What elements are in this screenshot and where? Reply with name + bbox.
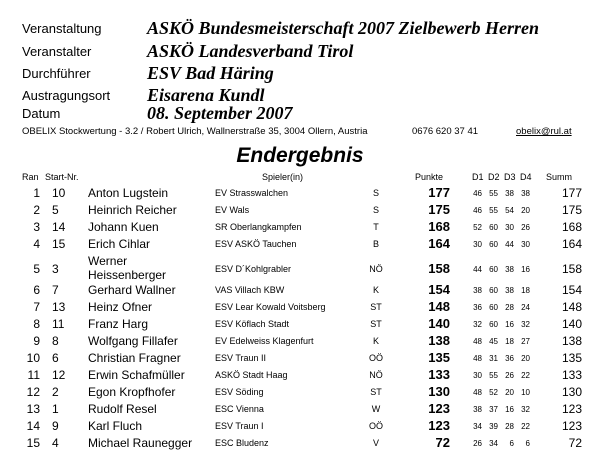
points-cell: 135 (428, 350, 450, 365)
header-row-organizer (0, 41, 600, 64)
d2-cell: 55 (489, 206, 498, 215)
points-cell: 140 (428, 316, 450, 331)
points-cell: 168 (428, 219, 450, 234)
start-number-cell: 10 (52, 186, 66, 200)
start-number-cell: 9 (52, 419, 59, 433)
rank-cell: 15 (26, 436, 40, 450)
d2-cell: 34 (489, 439, 498, 448)
player-name-cell: Erich Cihlar (88, 237, 151, 251)
club-cell: ESV Lear Kowald Voitsberg (215, 302, 326, 312)
d1-cell: 26 (473, 439, 482, 448)
d2-cell: 60 (489, 303, 498, 312)
d3-cell: 18 (505, 337, 514, 346)
d2-cell: 45 (489, 337, 498, 346)
col-d4: D4 (520, 172, 532, 182)
sum-cell: 140 (561, 317, 582, 331)
player-name-cell: Werner Heissenberger (88, 254, 167, 282)
state-cell: B (372, 239, 379, 249)
sum-cell: 148 (561, 300, 582, 314)
club-cell: ESC Vienna (215, 404, 264, 414)
points-cell: 154 (428, 282, 450, 297)
d1-cell: 34 (473, 422, 482, 431)
start-number-cell: 15 (52, 237, 66, 251)
d3-cell: 28 (505, 303, 514, 312)
player-name-cell: Johann Kuen (88, 220, 159, 234)
sum-cell: 123 (561, 419, 582, 433)
start-number-cell: 12 (52, 368, 66, 382)
rank-cell: 12 (26, 385, 40, 399)
d4-cell: 20 (521, 354, 530, 363)
state-cell: NÖ (369, 264, 383, 274)
d1-cell: 36 (473, 303, 482, 312)
rank-cell: 1 (33, 186, 40, 200)
credit-phone: 0676 620 37 41 (412, 126, 479, 137)
start-number-cell: 11 (52, 317, 65, 331)
header-row-venue (0, 85, 600, 108)
state-cell: T (373, 222, 379, 232)
rank-cell: 7 (33, 300, 40, 314)
header-value: ASKÖ Landesverband Tirol (147, 41, 354, 61)
table-header (0, 172, 600, 184)
d4-cell: 16 (521, 265, 530, 274)
state-cell: NÖ (369, 370, 383, 380)
d2-cell: 60 (489, 265, 498, 274)
rank-cell: 2 (33, 203, 40, 217)
col-d3: D3 (504, 172, 516, 182)
d3-cell: 30 (505, 223, 514, 232)
d4-cell: 26 (521, 223, 530, 232)
state-cell: OÖ (368, 353, 383, 363)
club-cell: ESV D´Kohlgrabler (215, 264, 292, 274)
d3-cell: 38 (505, 189, 514, 198)
club-cell: SR Oberlangkampfen (215, 222, 302, 232)
d4-cell: 10 (521, 388, 530, 397)
d2-cell: 60 (489, 320, 498, 329)
d2-cell: 31 (489, 354, 498, 363)
sum-cell: 138 (561, 334, 582, 348)
d3-cell: 38 (505, 265, 514, 274)
player-name-cell: Christian Fragner (88, 351, 181, 365)
d1-cell: 48 (473, 337, 482, 346)
state-cell: S (372, 188, 379, 198)
header-label: Datum (22, 106, 61, 121)
d2-cell: 39 (489, 422, 498, 431)
d3-cell: 16 (505, 320, 514, 329)
page-title: Endergebnis (236, 144, 364, 167)
club-cell: ESV ASKÖ Tauchen (215, 239, 297, 249)
d4-cell: 18 (521, 286, 530, 295)
sum-cell: 158 (561, 262, 582, 276)
start-number-cell: 8 (52, 334, 59, 348)
d1-cell: 46 (473, 189, 482, 198)
points-cell: 138 (428, 333, 450, 348)
d1-cell: 38 (473, 286, 482, 295)
player-name-cell: Franz Harg (88, 317, 149, 331)
d4-cell: 24 (521, 303, 530, 312)
d1-cell: 38 (473, 405, 482, 414)
club-cell: ESV Traun II (215, 353, 267, 363)
d3-cell: 28 (505, 422, 514, 431)
start-number-cell: 13 (52, 300, 66, 314)
club-cell: EV Wals (215, 205, 250, 215)
club-cell: EV Strasswalchen (215, 188, 289, 198)
state-cell: ST (370, 319, 382, 329)
d1-cell: 48 (473, 388, 482, 397)
d2-cell: 60 (489, 286, 498, 295)
d2-cell: 60 (489, 240, 498, 249)
sum-cell: 168 (561, 220, 582, 234)
points-cell: 123 (428, 401, 450, 416)
sum-cell: 72 (568, 436, 582, 450)
player-name-cell: Anton Lugstein (88, 186, 169, 200)
d3-cell: 36 (505, 354, 514, 363)
state-cell: OÖ (368, 421, 383, 431)
player-name-cell: Heinz Ofner (88, 300, 153, 314)
header-label: Veranstalter (22, 44, 92, 59)
header-row-date (0, 103, 600, 126)
start-number-cell: 3 (52, 262, 59, 276)
sum-cell: 154 (561, 283, 582, 297)
header-label: Veranstaltung (22, 21, 102, 36)
d2-cell: 55 (489, 371, 498, 380)
credit-address: OBELIX Stockwertung - 3.2 / Robert Ulrich, Wallnerstraße 35, 3004 Ollern, Austria (22, 126, 368, 137)
d3-cell: 6 (509, 439, 514, 448)
club-cell: ASKÖ Stadt Haag (215, 370, 288, 380)
points-cell: 177 (428, 185, 450, 200)
rank-cell: 11 (27, 368, 40, 382)
state-cell: ST (370, 387, 382, 397)
rank-cell: 8 (33, 317, 40, 331)
state-cell: W (371, 404, 381, 414)
d4-cell: 27 (521, 337, 530, 346)
header-value: ESV Bad Häring (147, 63, 274, 83)
state-cell: V (372, 438, 379, 448)
start-number-cell: 4 (52, 436, 59, 450)
d3-cell: 38 (505, 286, 514, 295)
d4-cell: 22 (521, 422, 530, 431)
player-name-cell: Wolfgang Fillafer (88, 334, 178, 348)
start-number-cell: 5 (52, 203, 59, 217)
rank-cell: 13 (26, 402, 40, 416)
sum-cell: 123 (561, 402, 582, 416)
player-name-cell: Michael Raunegger (88, 436, 193, 450)
header-row-event (0, 18, 600, 41)
d1-cell: 32 (473, 320, 482, 329)
rank-cell: 14 (26, 419, 40, 433)
col-start: Start-Nr. (45, 172, 79, 182)
col-d1: D1 (472, 172, 484, 182)
d1-cell: 30 (473, 371, 482, 380)
d1-cell: 44 (473, 265, 482, 274)
col-points: Punkte (415, 172, 444, 182)
rank-cell: 10 (26, 351, 40, 365)
header-label: Durchführer (22, 66, 91, 81)
header-value: ASKÖ Bundesmeisterschaft 2007 Zielbewerb Herren (147, 18, 540, 38)
d4-cell: 6 (525, 439, 530, 448)
sum-cell: 135 (561, 351, 582, 365)
d4-cell: 20 (521, 206, 530, 215)
player-name-cell: Heinrich Reicher (88, 203, 177, 217)
points-cell: 175 (428, 202, 450, 217)
club-cell: ESV Köflach Stadt (215, 319, 290, 329)
points-cell: 130 (428, 384, 450, 399)
d4-cell: 32 (521, 320, 530, 329)
d3-cell: 16 (505, 405, 514, 414)
player-name-cell: Gerhard Wallner (88, 283, 176, 297)
state-cell: S (372, 205, 379, 215)
header-label: Austragungsort (22, 88, 111, 103)
club-cell: ESV Traun I (215, 421, 264, 431)
d4-cell: 22 (521, 371, 530, 380)
d2-cell: 60 (489, 223, 498, 232)
player-name-cell: Rudolf Resel (88, 402, 157, 416)
d3-cell: 44 (505, 240, 514, 249)
start-number-cell: 6 (52, 351, 59, 365)
start-number-cell: 14 (52, 220, 66, 234)
d1-cell: 48 (473, 354, 482, 363)
club-cell: EV Edelweiss Klagenfurt (215, 336, 314, 346)
d3-cell: 20 (505, 388, 514, 397)
sum-cell: 164 (561, 237, 582, 251)
club-cell: VAS Villach KBW (215, 285, 285, 295)
col-sum: Summ (546, 172, 573, 182)
header-value: 08. September 2007 (147, 103, 293, 123)
col-d2: D2 (488, 172, 500, 182)
header-row-host (0, 63, 600, 86)
d1-cell: 46 (473, 206, 482, 215)
d1-cell: 52 (473, 223, 482, 232)
sum-cell: 175 (561, 203, 582, 217)
rank-cell: 9 (33, 334, 40, 348)
d2-cell: 52 (489, 388, 498, 397)
points-cell: 123 (428, 418, 450, 433)
credit-email-link[interactable]: obelix@rul.at (516, 126, 572, 137)
d4-cell: 32 (521, 405, 530, 414)
state-cell: ST (370, 302, 382, 312)
state-cell: K (372, 285, 379, 295)
points-cell: 164 (428, 236, 450, 251)
start-number-cell: 2 (52, 385, 59, 399)
col-rank: Ran (22, 172, 39, 182)
rank-cell: 5 (33, 262, 40, 276)
sum-cell: 133 (561, 368, 582, 382)
col-player: Spieler(in) (262, 172, 304, 182)
header-value: Eisarena Kundl (147, 85, 265, 105)
start-number-cell: 1 (52, 402, 59, 416)
points-cell: 72 (435, 435, 450, 450)
club-cell: ESC Bludenz (215, 438, 269, 448)
d3-cell: 26 (505, 371, 514, 380)
points-cell: 133 (428, 367, 450, 382)
d1-cell: 30 (473, 240, 482, 249)
rank-cell: 4 (33, 237, 40, 251)
points-cell: 148 (428, 299, 450, 314)
club-cell: ESV Söding (215, 387, 264, 397)
player-name-cell: Egon Kropfhofer (88, 385, 176, 399)
rank-cell: 3 (33, 220, 40, 234)
rank-cell: 6 (33, 283, 40, 297)
start-number-cell: 7 (52, 283, 59, 297)
d3-cell: 54 (505, 206, 514, 215)
points-cell: 158 (428, 261, 450, 276)
player-name-cell: Karl Fluch (88, 419, 143, 433)
d4-cell: 38 (521, 189, 530, 198)
d4-cell: 30 (521, 240, 530, 249)
d2-cell: 37 (489, 405, 498, 414)
player-name-cell: Erwin Schafmüller (88, 368, 185, 382)
state-cell: K (372, 336, 379, 346)
d2-cell: 55 (489, 189, 498, 198)
sum-cell: 177 (561, 186, 582, 200)
sum-cell: 130 (561, 385, 582, 399)
